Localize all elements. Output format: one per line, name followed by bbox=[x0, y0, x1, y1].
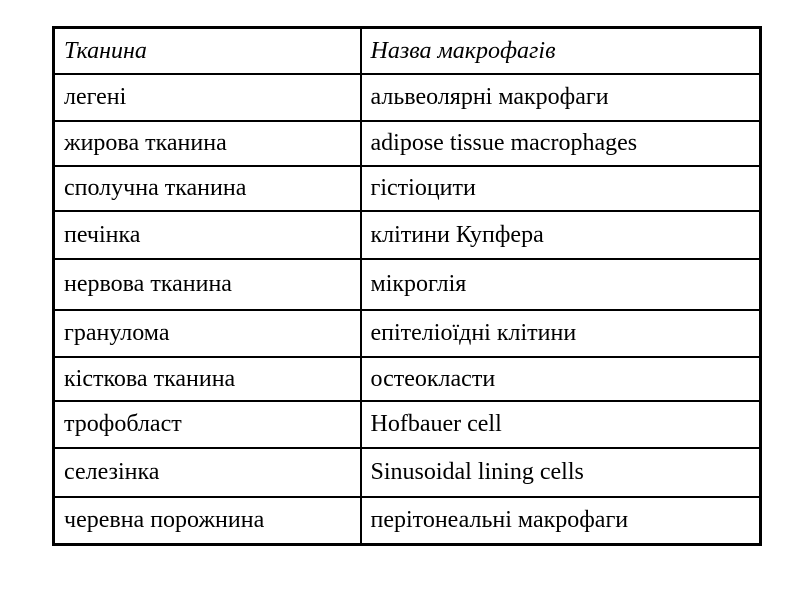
table-row bbox=[54, 310, 761, 357]
macrophage-name-cell: остеокласти bbox=[361, 357, 761, 401]
table-row bbox=[54, 121, 761, 166]
macrophage-name-cell: Hofbauer cell bbox=[361, 401, 761, 448]
tissue-cell: сполучна тканина bbox=[54, 166, 361, 211]
macrophage-name-cell: adipose tissue macrophages bbox=[361, 121, 761, 166]
macrophage-name-cell: клітини Купфера bbox=[361, 211, 761, 259]
header-macrophage-name: Назва макрофагів bbox=[361, 28, 761, 74]
tissue-cell: печінка bbox=[54, 211, 361, 259]
macrophage-name-cell: Sinusoidal lining cells bbox=[361, 448, 761, 497]
tissue-cell: легені bbox=[54, 74, 361, 121]
tissue-cell: селезінка bbox=[54, 448, 361, 497]
macrophage-name-cell: епітеліоїдні клітини bbox=[361, 310, 761, 357]
macrophage-name-cell: альвеолярні макрофаги bbox=[361, 74, 761, 121]
macrophage-name-cell: гістіоцити bbox=[361, 166, 761, 211]
table-row bbox=[54, 211, 761, 259]
tissue-cell: трофобласт bbox=[54, 401, 361, 448]
table-row bbox=[54, 401, 761, 448]
table-row bbox=[54, 357, 761, 401]
header-tissue: Тканина bbox=[54, 28, 361, 74]
table-row bbox=[54, 259, 761, 310]
table-row bbox=[54, 166, 761, 211]
tissue-cell: кісткова тканина bbox=[54, 357, 361, 401]
table-row bbox=[54, 448, 761, 497]
tissue-cell: гранулома bbox=[54, 310, 361, 357]
table-row bbox=[54, 74, 761, 121]
tissue-cell: черевна порожнина bbox=[54, 497, 361, 545]
table-row bbox=[54, 497, 761, 545]
macrophage-name-cell: мікроглія bbox=[361, 259, 761, 310]
tissue-cell: нервова тканина bbox=[54, 259, 361, 310]
table-header-row bbox=[54, 28, 761, 74]
macrophage-table bbox=[52, 26, 762, 546]
macrophage-name-cell: перітонеальні макрофаги bbox=[361, 497, 761, 545]
tissue-cell: жирова тканина bbox=[54, 121, 361, 166]
